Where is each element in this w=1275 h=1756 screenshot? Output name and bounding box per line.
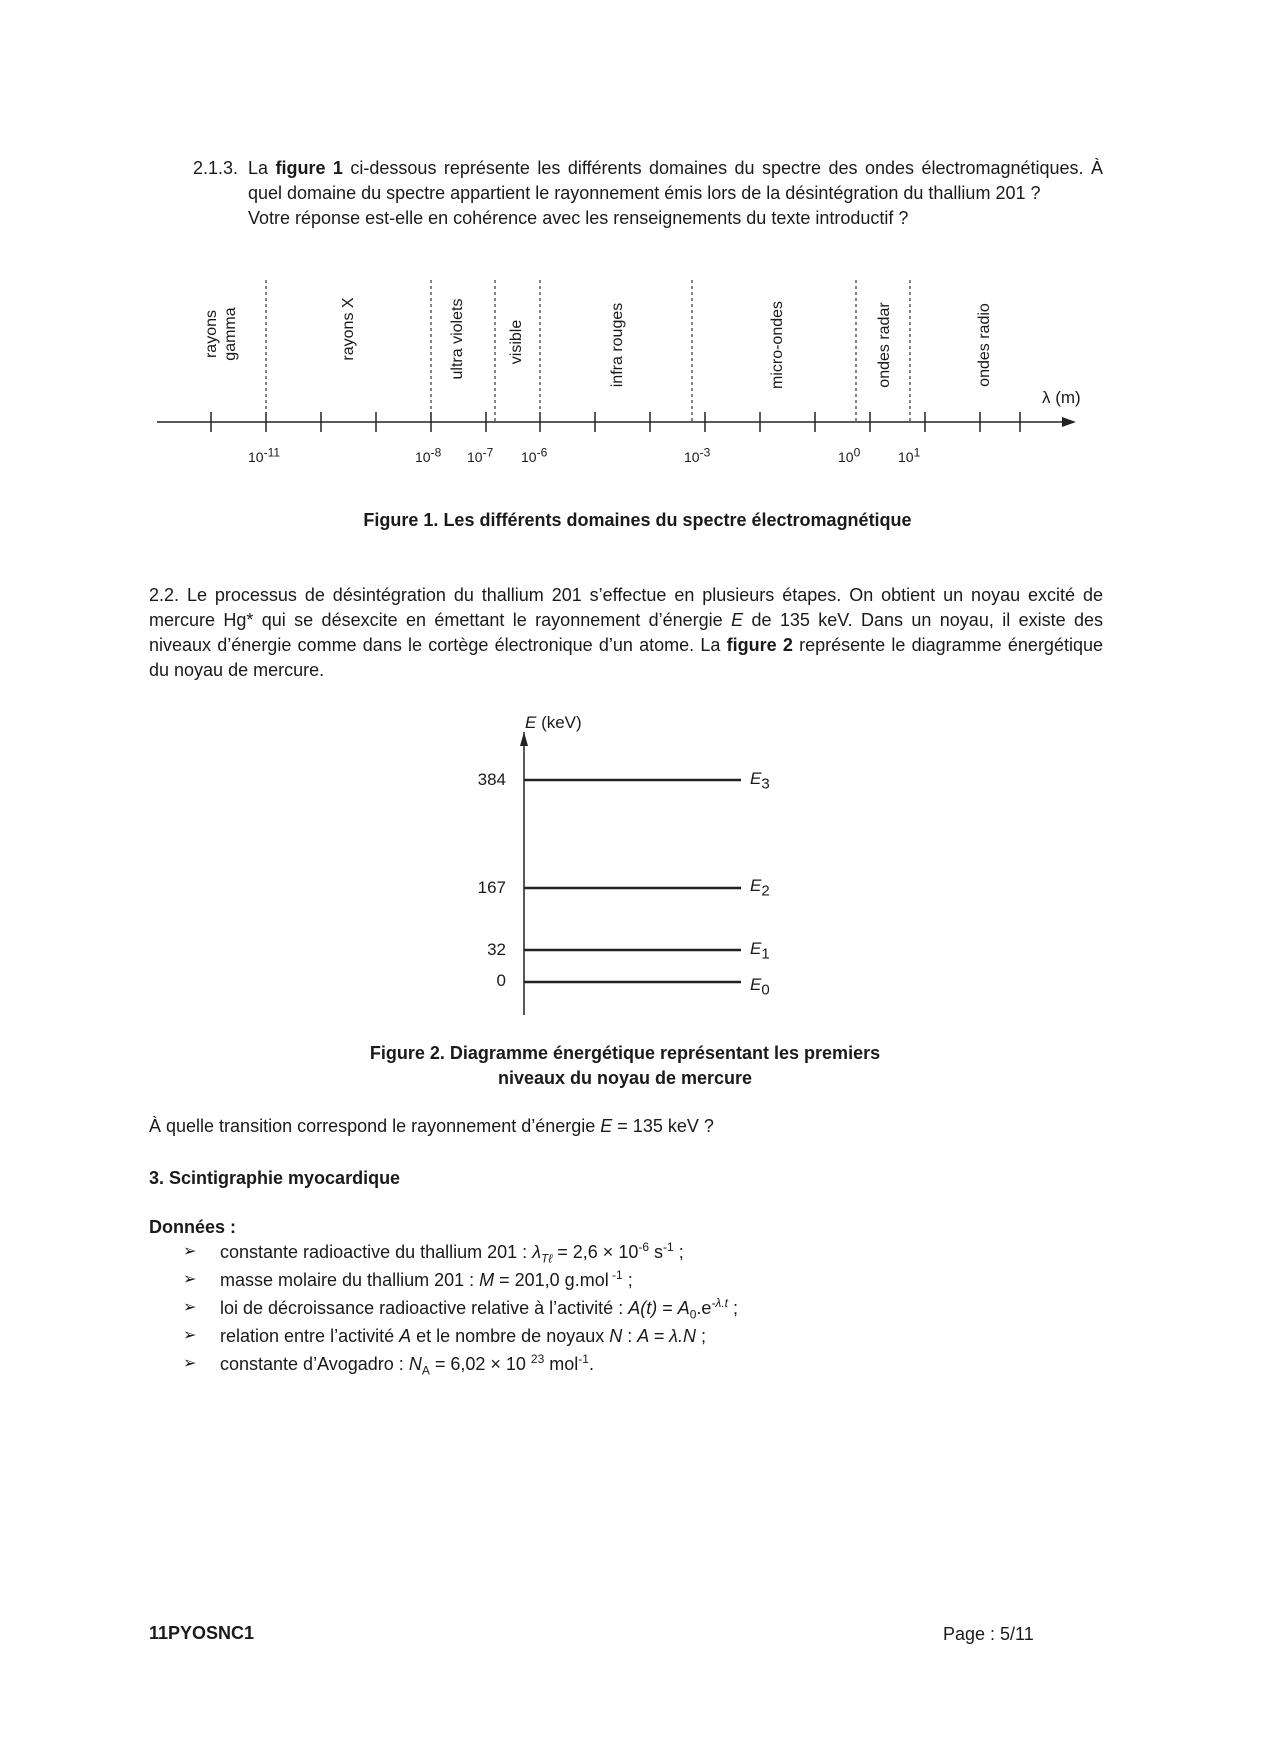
spectrum-figure — [150, 280, 1100, 480]
band-infrared: infra rouges — [609, 302, 626, 388]
band-microwaves: micro-ondes — [769, 300, 786, 390]
figure1-caption: Figure 1. Les différents domaines du spectre électromagnétique — [363, 510, 912, 530]
tick-label: $10^{-3}$ — [684, 445, 711, 465]
tick-label: $10^0$ — [838, 445, 861, 465]
tick-label: $10^{-6}$ — [521, 445, 548, 465]
energy-axis-label: E (keV) — [525, 713, 582, 732]
band-radar: ondes radar — [876, 302, 893, 388]
list-item: ➢ constante d’Avogadro : $N_A = 6,02 \times 10$ $^{23}$ mol$^{-1}$. — [183, 1352, 594, 1378]
axis-arrow — [1062, 417, 1076, 427]
arrow-bullet-icon: ➢ — [183, 1271, 197, 1288]
arrow-bullet-icon: ➢ — [183, 1327, 197, 1344]
level-name: $E_0$ — [750, 975, 770, 999]
level-name: $E_1$ — [750, 939, 770, 963]
page-number: Page : 5/11 — [943, 1624, 1034, 1644]
energy-diagram — [460, 710, 800, 1015]
question-2-2: 2.2. Le processus de désintégration du thallium 201 s’effectue en plusieurs étapes. On obtient un noyau excité de mercure Hg* qui se désexcite en émettant le rayonnement d’énergie E de 135 keV. Dans un noyau, il existe des niveaux d’énergie comme dans le cortège électronique d’un atome. La figure 2 représente le diagramme énergétique du noyau de mercure. — [149, 585, 1104, 680]
tick-label: $10^{-8}$ — [415, 445, 442, 465]
question-2-1-3 — [193, 156, 1103, 231]
arrow-bullet-icon: ➢ — [183, 1243, 197, 1260]
list-item: ➢ masse molaire du thallium 201 : M = 201,0 g.mol $^{-1}$ ; — [183, 1266, 738, 1294]
list-item: ➢ constante radioactive du thallium 201 : $\lambda_{T\ell} = 2,6 \times 10^{-6}$ $s^{-1}$ ; — [183, 1240, 684, 1266]
list-item: ➢ loi de décroissance radioactive relative à l’activité : $A(t) = A_0.e^{-\lambda.t}$ ; — [183, 1296, 739, 1322]
donnees-title: Données : — [149, 1217, 237, 1237]
band-ultraviolet: ultra violets — [449, 298, 466, 380]
band-boundaries — [266, 280, 910, 422]
level-name: $E_3$ — [750, 769, 770, 793]
band-visible: visible — [508, 319, 525, 365]
energy-diagram-svg — [460, 710, 800, 1015]
data-list — [183, 1238, 738, 1378]
tick-label: $10^{-7}$ — [467, 445, 494, 465]
question-number: 2.1.3. — [193, 158, 239, 178]
transition-question: À quelle transition correspond le rayonnement d’énergie E = 135 keV ? — [149, 1116, 714, 1136]
energy-levels — [524, 780, 741, 982]
level-name: $E_2$ — [750, 876, 770, 900]
tick-label: $10^{-11}$ — [248, 445, 281, 465]
level-value: 0 — [496, 971, 506, 990]
figure2-caption-line1: Figure 2. Diagramme énergétique représentant les premiers — [369, 1043, 881, 1063]
level-value: 32 — [487, 940, 506, 959]
list-item: ➢ relation entre l’activité A et le nombre de noyaux N : A = λ.N ; — [183, 1322, 738, 1350]
band-gamma: rayons gamma — [203, 307, 239, 361]
arrow-bullet-icon: ➢ — [183, 1355, 197, 1372]
level-value: 167 — [477, 878, 506, 897]
document-code: 11PYOSNC1 — [149, 1623, 255, 1643]
arrow-bullet-icon: ➢ — [183, 1299, 197, 1316]
tick-label: $10^1$ — [898, 445, 921, 465]
question-followup: Votre réponse est-elle en cohérence avec les renseignements du texte introductif ? — [248, 208, 909, 228]
axis-label: λ (m) — [1042, 388, 1081, 407]
question-text: La figure 1 ci-dessous représente les différents domaines du spectre des ondes électromagnétiques. À quel domaine du spectre appartient le rayonnement émis lors de la désintégration du thallium 201 ? — [248, 158, 1103, 203]
figure2-caption-line2: niveaux du noyau de mercure — [497, 1068, 753, 1088]
level-value: 384 — [477, 770, 506, 789]
band-radio: ondes radio — [976, 303, 993, 387]
band-x: rayons X — [340, 297, 357, 361]
section-3-title: 3. Scintigraphie myocardique — [149, 1168, 401, 1188]
